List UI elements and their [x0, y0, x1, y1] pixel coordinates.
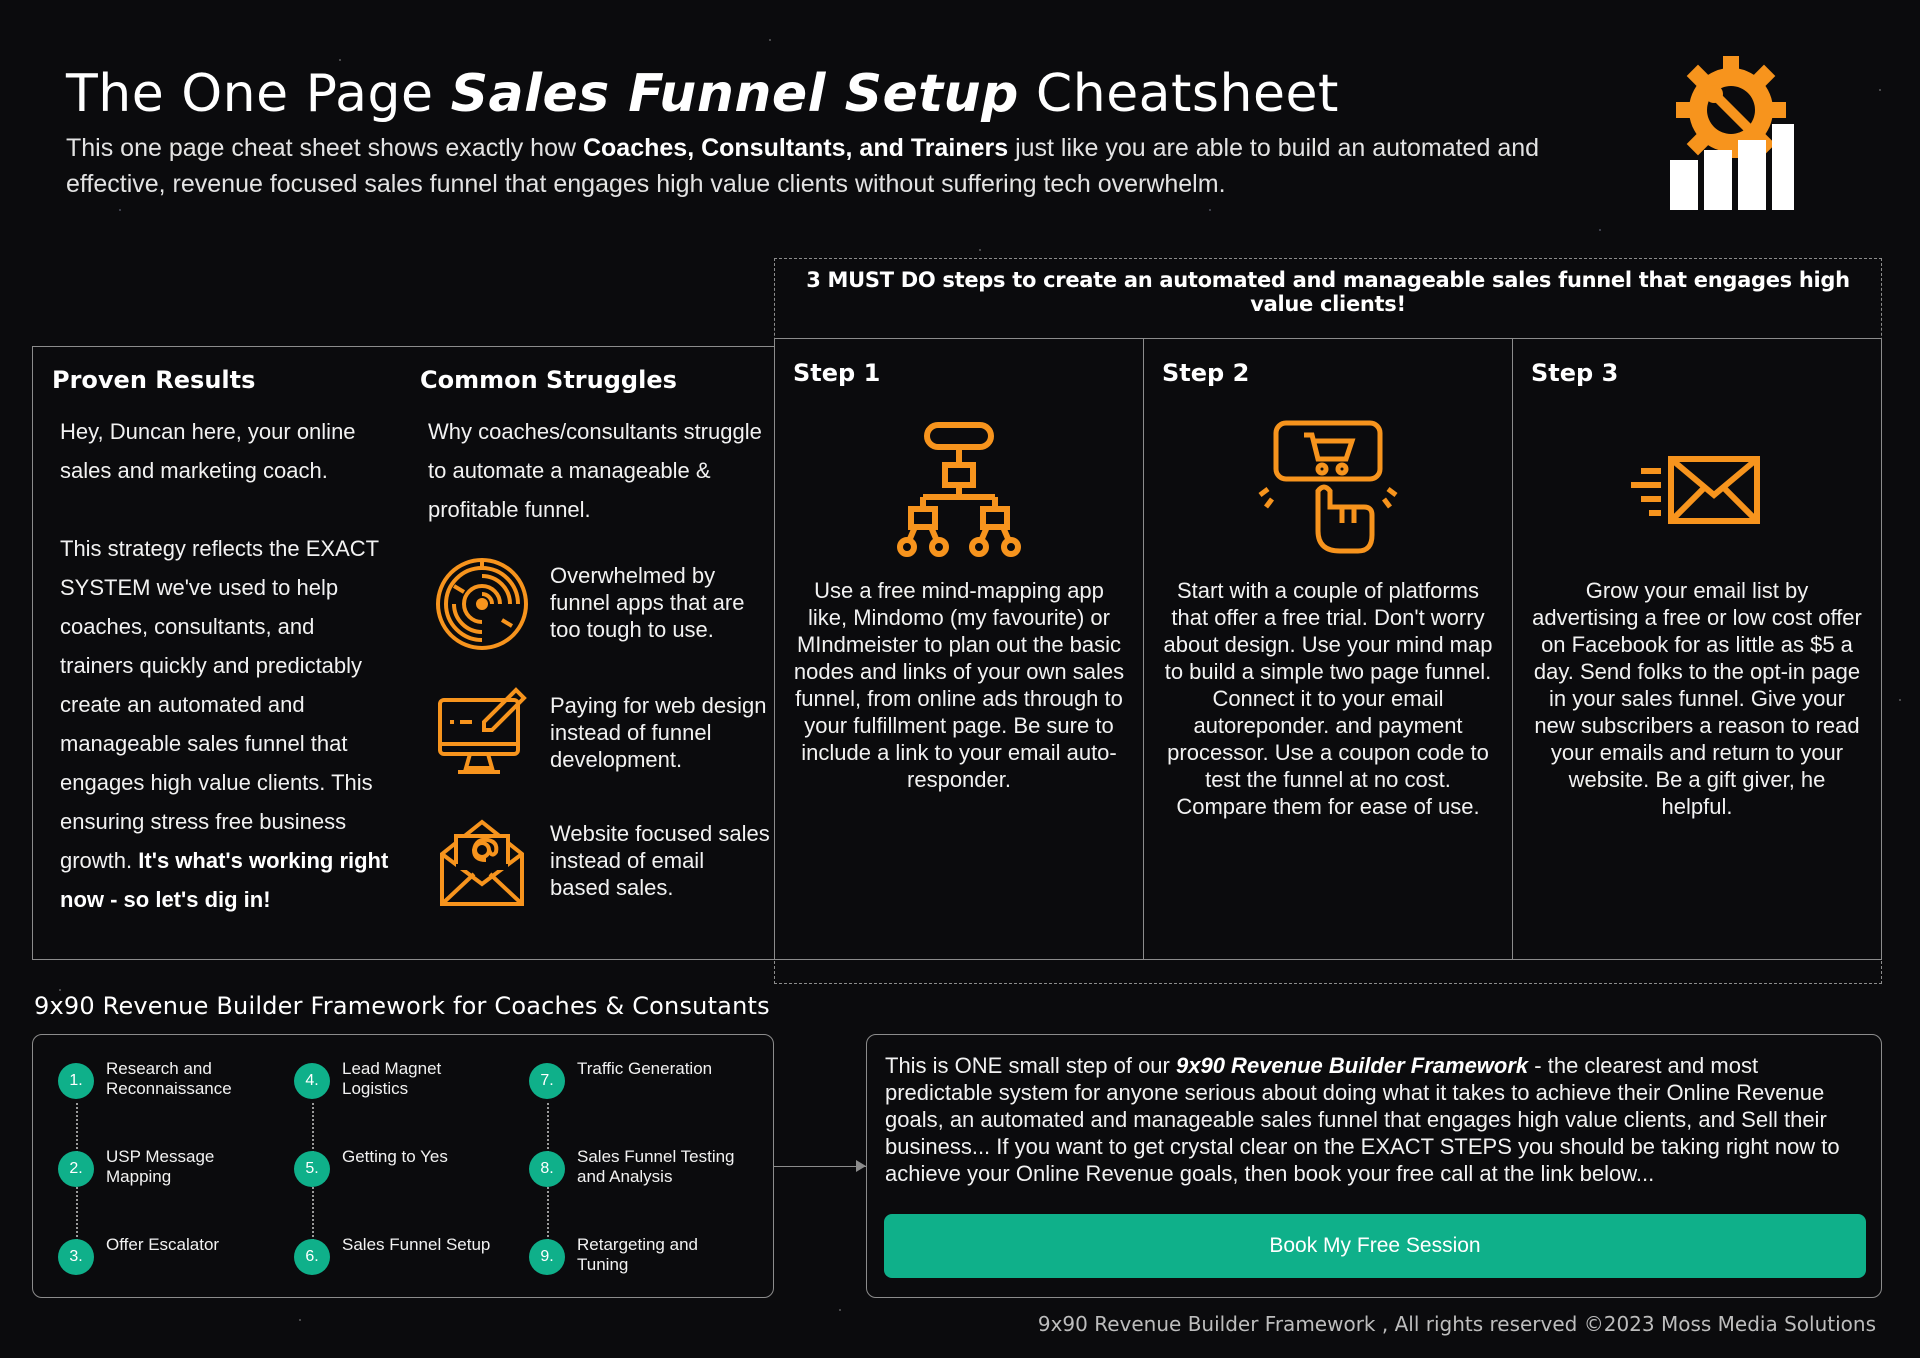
step-number-badge: 3.: [58, 1239, 94, 1275]
maze-icon: [434, 556, 530, 652]
proven-results-title: Proven Results: [52, 366, 256, 394]
page-subtitle: This one page cheat sheet shows exactly how Coaches, Consultants, and Trainers just like you are able to build an automated and effective, revenue focused sales funnel that engages high value clients without suffering tech overwhelm.: [66, 134, 1540, 198]
step-number-badge: 2.: [58, 1151, 94, 1187]
struggle-item: [434, 814, 774, 924]
step-number-badge: 1.: [58, 1063, 94, 1099]
cta-text: This is ONE small step of our 9x90 Revenue Builder Framework - the clearest and most predictable system for anyone serious about doing what it takes to achieve their Online Revenue goals, an automated and manageable sales funnel that engages high value clients, and Sell their business... If you want to get crystal clear on the EXACT STEPS you should be taking right now to achieve your Online Revenue goals, then book your free call at the link below...: [885, 1053, 1840, 1186]
framework-title: 9x90 Revenue Builder Framework for Coaches & Consutants: [34, 992, 770, 1020]
step-label: Retargeting and Tuning: [577, 1235, 698, 1274]
email-envelope-icon: [434, 814, 530, 910]
struggle-text: Overwhelmed by funnel apps that are too tough to use.: [550, 563, 745, 642]
step-1: [775, 339, 1144, 959]
step-title: Step 2: [1162, 359, 1250, 387]
arrow-head-icon: [856, 1160, 866, 1172]
step-number-badge: 5.: [294, 1151, 330, 1187]
step-number-badge: 7.: [529, 1063, 565, 1099]
step-title: Step 1: [793, 359, 881, 387]
struggle-text: Website focused sales instead of email based sales.: [550, 821, 770, 900]
footer-copyright: 9x90 Revenue Builder Framework , All rights reserved ©2023 Moss Media Solutions: [1037, 1312, 1876, 1336]
step-number-badge: 8.: [529, 1151, 565, 1187]
step-2: [1144, 339, 1513, 959]
web-design-icon: [434, 686, 530, 782]
step-text: Use a free mind-mapping app like, Mindomo (my favourite) or MIndmeister to plan out the basic nodes and links of your own sales funnel, from online ads through to your fulfillment page. Be sure to include a link to your email auto-responder.: [793, 578, 1125, 792]
step-text: Start with a couple of platforms that offer a free trial. Don't worry about design. Use your mind map to build a simple two page funnel. Connect it to your email autoreponder. and payment processor. Use a coupon code to test the funnel at no cost. Compare them for ease of use.: [1163, 578, 1493, 819]
cart-click-icon: [1258, 419, 1398, 559]
gear-chart-logo-icon: [1666, 50, 1796, 212]
proven-results-text: Hey, Duncan here, your online sales and marketing coach. This strategy reflects the EXACT SYSTEM we've used to help coaches, consultants, and trainers quickly and predictably create an automated and manageable sales funnel that engages high value clients. This ensuring stress free business growth. It's what's working right now - so let's dig in!: [60, 419, 389, 912]
step-label: Sales Funnel Testing and Analysis: [577, 1147, 735, 1186]
framework-panel: [32, 1034, 774, 1298]
step-number-badge: 6.: [294, 1239, 330, 1275]
steps-heading: 3 MUST DO steps to create an automated and manageable sales funnel that engages high value clients!: [806, 268, 1850, 316]
title-suffix: Cheatsheet: [1035, 64, 1339, 124]
title-emphasis: Sales Funnel Setup: [450, 64, 1019, 124]
book-free-session-button[interactable]: Book My Free Session: [884, 1214, 1866, 1278]
step-number-badge: 9.: [529, 1239, 565, 1275]
step-title: Step 3: [1531, 359, 1619, 387]
step-label: Getting to Yes: [342, 1147, 448, 1166]
step-label: Research and Reconnaissance: [106, 1059, 232, 1098]
step-label: Offer Escalator: [106, 1235, 220, 1254]
fast-mail-icon: [1627, 419, 1767, 559]
step-text: Grow your email list by advertising a free or low cost offer on Facebook for as little as $5 a day. Send folks to the opt-in page in your sales funnel. Give your new subscribers a reason to read your emails and return to your website. Be a gift giver, he helpful.: [1532, 578, 1862, 819]
steps-panel: [774, 338, 1882, 960]
struggle-item: [434, 686, 774, 796]
step-3: [1513, 339, 1881, 959]
sitemap-icon: [889, 419, 1029, 559]
step-label: Lead Magnet Logistics: [342, 1059, 442, 1098]
common-struggles-title: Common Struggles: [420, 366, 677, 394]
title-prefix: The One Page: [66, 64, 434, 124]
step-label: Sales Funnel Setup: [342, 1235, 491, 1254]
common-struggles-intro: Why coaches/consultants struggle to automate a manageable & profitable funnel.: [428, 419, 762, 522]
step-label: Traffic Generation: [577, 1059, 713, 1078]
page-title: [66, 64, 1339, 124]
step-label: USP Message Mapping: [106, 1147, 215, 1186]
arrow-connector: [774, 1166, 866, 1167]
struggle-item: [434, 556, 774, 666]
step-number-badge: 4.: [294, 1063, 330, 1099]
struggle-text: Paying for web design instead of funnel development.: [550, 693, 767, 772]
